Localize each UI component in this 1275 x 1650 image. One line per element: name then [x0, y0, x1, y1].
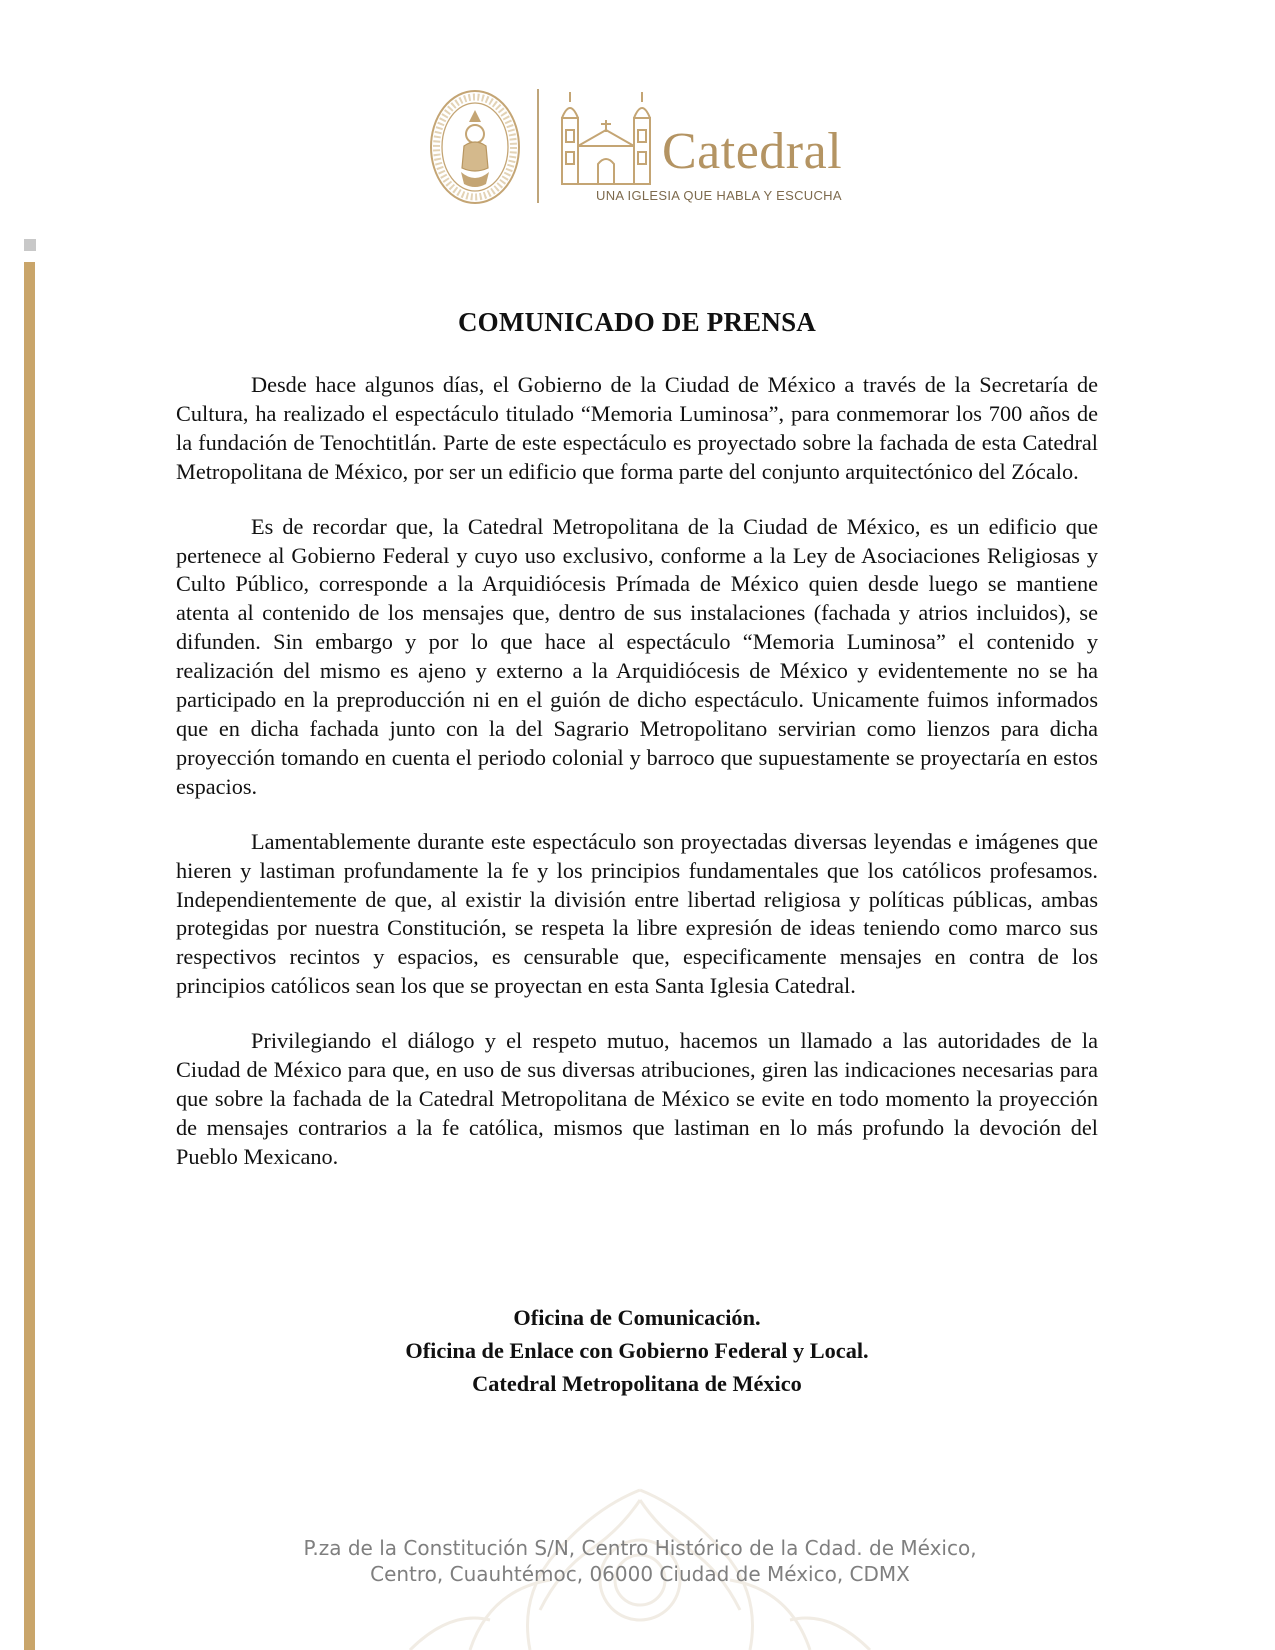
side-accent-bar: [24, 262, 35, 1650]
address-line-1: P.za de la Constitución S/N, Centro Histórico de la Cdad. de México,: [303, 1536, 977, 1560]
header-logo: [428, 84, 868, 208]
logo-divider: [537, 89, 539, 203]
paragraph-2: Es de recordar que, la Catedral Metropolitana de la Ciudad de México, es un edificio que pertenece al Gobierno Federal y cuyo uso exclusivo, conforme a la Ley de Asociaciones Religiosas y Culto Público, corresponde a la Arquidiócesis Prímada de México quien desde luego se mantiene atenta al contenido de los mensajes que, dentro de sus instalaciones (fachada y atrios incluidos), se difunden. Sin embargo y por lo que hace al espectáculo “Memoria Luminosa” el contenido y realización del mismo es ajeno y externo a la Arquidiócesis de México y evidentemente no se ha participado en la preproducción ni en el guión de dicho espectáculo. Unicamente fuimos informados que en dicha fachada junto con la del Sagrario Metropolitano servirian como lienzos para dicha proyección tomando en cuenta el periodo colonial y barroco que supuestamente se proyectaría en estos espacios.: [176, 513, 1098, 799]
signature-block: [176, 1301, 1098, 1400]
paragraph-1: Desde hace algunos días, el Gobierno de la Ciudad de México a través de la Secretaría de Cultura, ha realizado el espectáculo titulado “Memoria Luminosa”, para conmemorar los 700 años de la fundación de Tenochtitlán. Parte de este espectáculo es proyectado sobre la fachada de esta Catedral Metropolitana de México, por ser un edificio que forma parte del conjunto arquitectónico del Zócalo.: [176, 372, 1098, 484]
document-title: COMUNICADO DE PRENSA: [457, 307, 816, 337]
side-marker: [24, 239, 36, 251]
footer-address: [240, 1535, 1040, 1587]
paragraph-4: Privilegiando el diálogo y el respeto mutuo, hacemos un llamado a las autoridades de la Ciudad de México para que, en uso de sus diversas atribuciones, giren las indicaciones necesarias para que sobre la fachada de la Catedral Metropolitana de México se evite en todo momento la proyección de mensajes contrarios a la fe católica, mismos que lastiman en lo más profundo la devoción del Pueblo Mexicano.: [176, 1028, 1098, 1169]
archdiocese-seal-icon: [428, 88, 522, 206]
address-line-2: Centro, Cuauhtémoc, 06000 Ciudad de México, CDMX: [370, 1562, 910, 1586]
paragraph-3: Lamentablemente durante este espectáculo son proyectadas diversas leyendas e imágenes que hieren y lastiman profundamente la fe y los principios fundamentales que los católicos profesamos. Independientemente de que, al existir la división entre libertad religiosa y políticas públicas, ambas protegidas por nuestra Constitución, se respeta la libre expresión de ideas teniendo como marco sus respectivos recintos y espacios, es censurable que, especificamente mensajes en contra de los principios católicos sean los que se proyectan en esta Santa Iglesia Catedral.: [176, 828, 1098, 999]
document-body: [176, 371, 1098, 1198]
signature-line: Catedral Metropolitana de México: [472, 1371, 802, 1396]
brand-tagline: UNA IGLESIA QUE HABLA Y ESCUCHA: [596, 188, 842, 203]
cathedral-building-icon: [556, 90, 656, 188]
signature-line: Oficina de Enlace con Gobierno Federal y Local.: [405, 1338, 869, 1363]
brand-name: Catedral: [662, 123, 843, 180]
signature-line: Oficina de Comunicación.: [513, 1305, 761, 1330]
